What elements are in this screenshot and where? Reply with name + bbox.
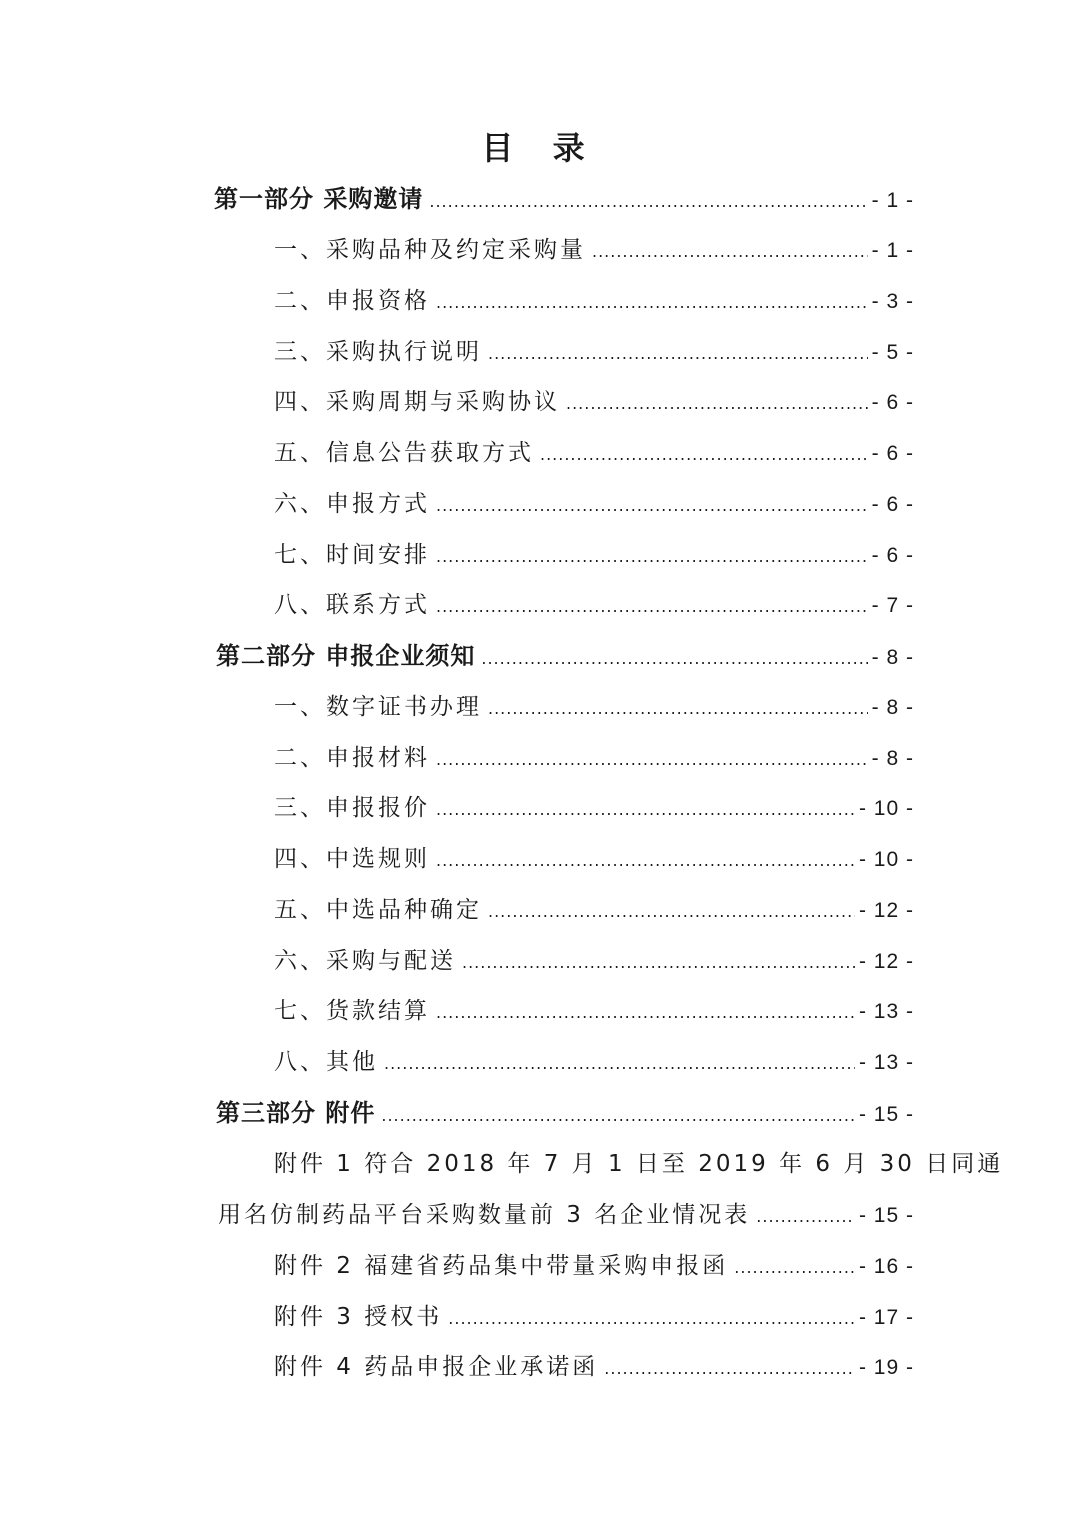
dot-leader (429, 180, 867, 224)
dot-leader (436, 281, 868, 325)
dot-leader (756, 1195, 855, 1239)
toc-page-number: - 1 - (871, 239, 914, 262)
dot-leader (540, 433, 868, 477)
toc-page-number: - 15 - (858, 1204, 914, 1227)
toc-page-number: - 6 - (871, 544, 914, 567)
toc-entry-label: 附件 1 符合 2018 年 7 月 1 日至 2019 年 6 月 30 日同通 (274, 1151, 1004, 1177)
dot-leader (488, 332, 868, 376)
toc-entry[interactable] (0, 279, 1080, 323)
dot-leader (734, 1246, 855, 1290)
dot-leader (436, 839, 855, 883)
toc-entry-label: 三、采购执行说明 (274, 339, 482, 365)
toc-entry-label: 五、中选品种确定 (274, 897, 482, 923)
dot-leader (604, 1347, 855, 1391)
toc-page-number: - 6 - (871, 442, 914, 465)
dot-leader (384, 1042, 855, 1086)
toc-entry[interactable] (0, 533, 1080, 577)
toc-page-number: - 8 - (871, 646, 914, 669)
toc-entry-annex-2[interactable] (0, 1244, 1080, 1288)
toc-entry-label: 二、申报资格 (274, 288, 430, 314)
toc-entry-label: 四、采购周期与采购协议 (274, 389, 560, 415)
toc-page-number: - 7 - (871, 594, 914, 617)
toc-entry-label: 七、时间安排 (274, 542, 430, 568)
toc-page-number: - 5 - (871, 341, 914, 364)
toc-entry[interactable] (0, 431, 1080, 475)
toc-entry-label: 七、货款结算 (274, 998, 430, 1024)
toc-entry[interactable] (0, 736, 1080, 780)
toc-entry-annex-4[interactable] (0, 1345, 1080, 1389)
dot-leader (381, 1094, 855, 1138)
toc-entry[interactable] (0, 786, 1080, 830)
toc-page-number: - 6 - (871, 493, 914, 516)
toc-page-number: - 19 - (858, 1356, 914, 1379)
dot-leader (436, 484, 868, 528)
toc-entry-annex-3[interactable] (0, 1295, 1080, 1339)
page-title: 目 录 (481, 129, 599, 167)
toc-entry-label: 用名仿制药品平台采购数量前 3 名企业情况表 (218, 1202, 751, 1228)
dot-leader (488, 890, 855, 934)
toc-entry-label: 第二部分 申报企业须知 (216, 641, 476, 670)
toc-entry[interactable] (0, 482, 1080, 526)
toc-entry-label: 二、申报材料 (274, 745, 430, 771)
toc-entry-label: 第一部分 采购邀请 (214, 184, 424, 213)
toc-page-number: - 10 - (858, 797, 914, 820)
toc-entry[interactable] (0, 330, 1080, 374)
toc-entry-label: 第三部分 附件 (216, 1098, 376, 1127)
toc-entry-label: 四、中选规则 (274, 846, 430, 872)
dot-leader (436, 585, 868, 629)
toc-page-number: - 6 - (871, 391, 914, 414)
toc-page-number: - 15 - (858, 1103, 914, 1126)
toc-entry-annex-1-line-1[interactable] (0, 1142, 1080, 1186)
dot-leader (566, 382, 868, 426)
toc-page-number: - 16 - (858, 1255, 914, 1278)
dot-leader (462, 941, 855, 985)
toc-page-number: - 17 - (858, 1306, 914, 1329)
toc-page-number: - 3 - (871, 290, 914, 313)
toc-page-number: - 13 - (858, 1051, 914, 1074)
toc-entry[interactable] (0, 939, 1080, 983)
toc-entry-label: 三、申报报价 (274, 795, 430, 821)
dot-leader (436, 535, 868, 579)
toc-entry[interactable] (0, 228, 1080, 272)
dot-leader (436, 991, 855, 1035)
dot-leader (448, 1297, 855, 1341)
toc-entry-annex-1-line-2[interactable] (0, 1193, 1080, 1237)
toc-entry[interactable] (0, 837, 1080, 881)
toc-entry-label: 八、其他 (274, 1049, 378, 1075)
toc-entry[interactable] (0, 583, 1080, 627)
toc-entry-label: 一、采购品种及约定采购量 (274, 237, 586, 263)
toc-entry-part-3[interactable] (0, 1091, 1080, 1135)
dot-leader (436, 738, 868, 782)
toc-page-number: - 8 - (871, 747, 914, 770)
toc-page-number: - 10 - (858, 848, 914, 871)
toc-page-number: - 8 - (871, 696, 914, 719)
toc-entry-label: 六、申报方式 (274, 491, 430, 517)
toc-entry-label: 六、采购与配送 (274, 948, 456, 974)
dot-leader (488, 687, 868, 731)
dot-leader (481, 637, 867, 681)
toc-page-number: - 12 - (858, 899, 914, 922)
toc-entry[interactable] (0, 888, 1080, 932)
toc-entry-label: 附件 2 福建省药品集中带量采购申报函 (274, 1253, 729, 1279)
toc-page-number: - 13 - (858, 1000, 914, 1023)
toc-entry-part-1[interactable] (0, 177, 1080, 221)
toc-entry-label: 五、信息公告获取方式 (274, 440, 534, 466)
toc-entry[interactable] (0, 380, 1080, 424)
toc-page-number: - 1 - (871, 189, 914, 212)
toc-page-number: - 12 - (858, 950, 914, 973)
toc-entry-part-2[interactable] (0, 634, 1080, 678)
toc-entry[interactable] (0, 989, 1080, 1033)
toc-entry-label: 附件 4 药品申报企业承诺函 (274, 1354, 599, 1380)
toc-entry-label: 附件 3 授权书 (274, 1304, 443, 1330)
toc-entry[interactable] (0, 1040, 1080, 1084)
toc-entry[interactable] (0, 685, 1080, 729)
dot-leader (592, 230, 868, 274)
toc-entry-label: 八、联系方式 (274, 592, 430, 618)
toc-entry-label: 一、数字证书办理 (274, 694, 482, 720)
dot-leader (436, 788, 855, 832)
